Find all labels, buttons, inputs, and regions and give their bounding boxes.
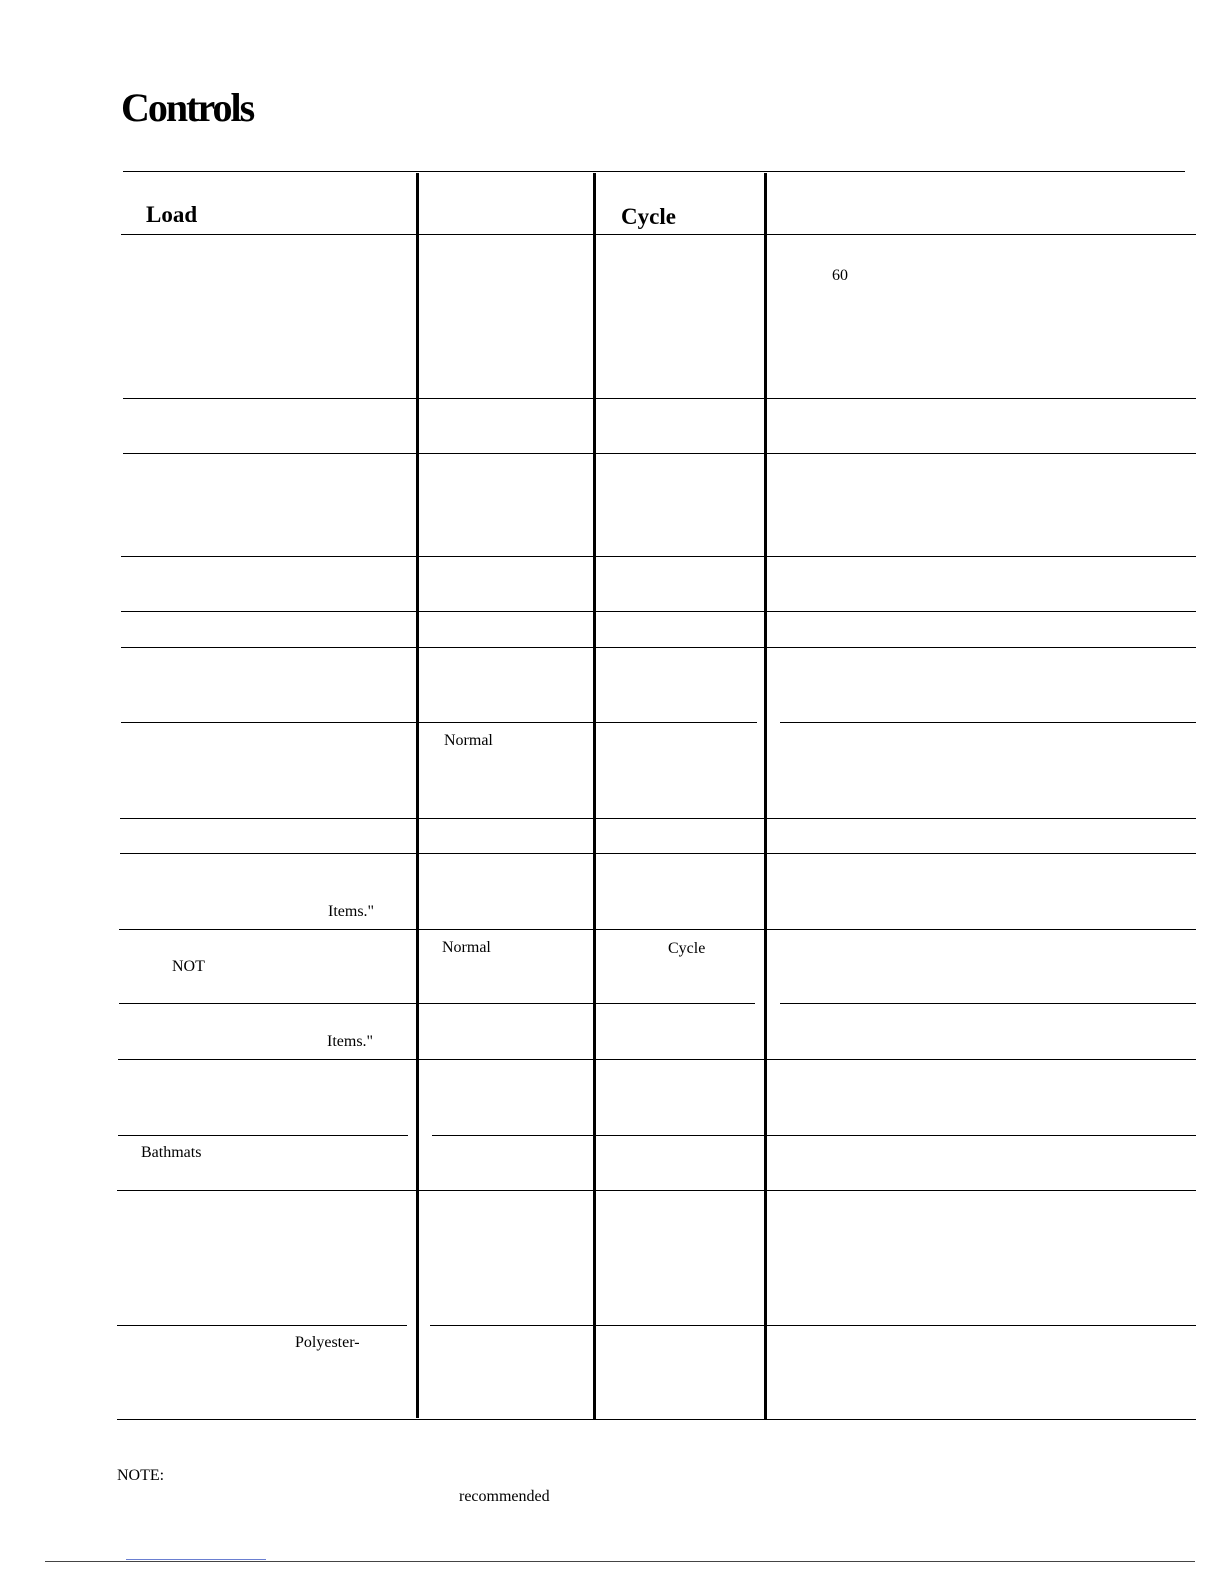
load-text-fragment: Bathmats: [141, 1144, 202, 1161]
page-title: Controls: [121, 85, 254, 130]
row-separator: [119, 1003, 755, 1004]
row-separator: [121, 556, 1196, 557]
row-separator: [430, 1325, 1196, 1326]
row-separator: [121, 647, 1196, 648]
row-separator: [121, 722, 757, 723]
row-separator: [432, 1135, 1196, 1136]
row-separator: [780, 1003, 1196, 1004]
row-separator: [118, 1059, 1196, 1060]
note-label: NOTE:: [117, 1467, 165, 1484]
page-bottom-rule: [45, 1561, 1195, 1562]
load-text-fragment: Polyester-: [295, 1334, 360, 1351]
cycle-setting-label: Normal: [444, 732, 493, 749]
row-separator: [118, 1135, 408, 1136]
header-cycle: Cycle: [621, 204, 676, 229]
row-separator: [119, 929, 1196, 930]
column-separator: [764, 173, 767, 1420]
header-load: Load: [146, 202, 198, 227]
row-separator: [123, 453, 1196, 454]
load-text-fragment: Items.": [327, 1033, 374, 1050]
row-separator: [120, 853, 1196, 854]
row-separator: [120, 818, 1196, 819]
row-separator: [117, 1190, 1196, 1191]
load-text-fragment: NOT: [172, 958, 205, 975]
row-separator: [123, 398, 1196, 399]
cycle-label: Cycle: [668, 940, 706, 957]
table-top-rule: [123, 171, 1185, 172]
table-bottom-rule: [117, 1419, 1196, 1420]
column-separator: [416, 173, 419, 1418]
header-rule: [121, 234, 1196, 235]
page-bottom-accent: [126, 1559, 266, 1560]
note-text-fragment: recommended: [459, 1488, 550, 1505]
temperature-value: 60: [832, 267, 848, 284]
row-separator: [117, 1325, 407, 1326]
row-separator: [121, 611, 1196, 612]
column-separator: [593, 173, 596, 1420]
row-separator: [780, 722, 1196, 723]
cycle-setting-label: Normal: [442, 939, 491, 956]
load-text-fragment: Items.": [328, 903, 375, 920]
